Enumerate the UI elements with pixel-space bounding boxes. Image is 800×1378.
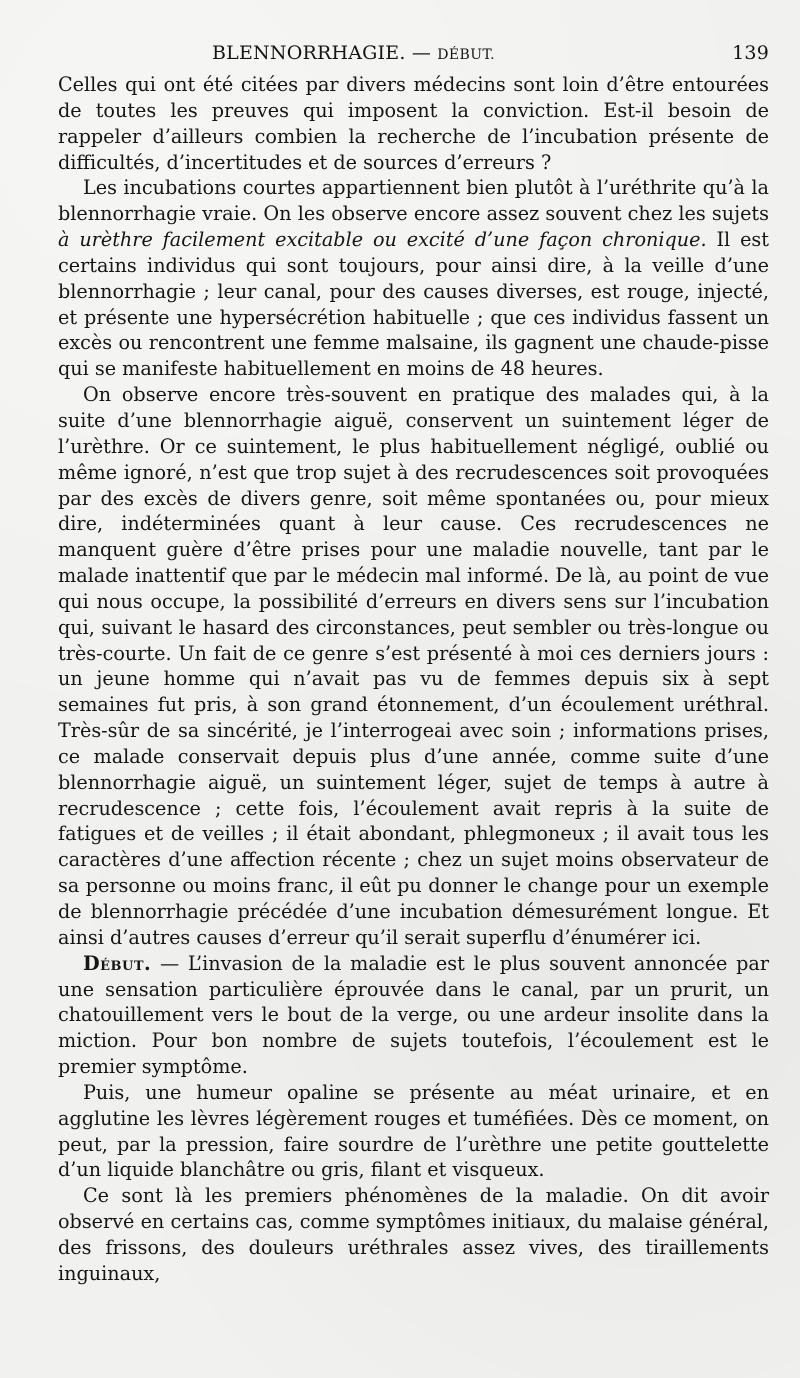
- paragraph-1-text: Celles qui ont été citées par divers médecins sont loin d’être entourées de toutes les preuves qui imposent la conviction. Est-il besoin de rappeler d’ailleurs combien la recherche de l’incubation présente de difficultés, d’incertitudes et de sources d’erreurs ?: [58, 73, 769, 174]
- running-header: [58, 40, 769, 72]
- paragraph-3: [58, 382, 769, 951]
- header-separator: —: [411, 42, 432, 64]
- paragraph-5: [58, 1080, 769, 1183]
- paragraph-2-text-after: Il est certains individus qui sont toujours, pour ainsi dire, à la veille d’une blennorrhagie ; leur canal, pour des causes diverses, est rouge, injecté, et présente une hypersécrétion habituelle ; que ces individus fassent un excès ou rencontrent une femme malsaine, ils gagnent une chaude-pisse qui se manifeste habituellement en moins de 48 heures.: [58, 228, 769, 381]
- paragraph-5-text: Puis, une humeur opaline se présente au méat urinaire, et en agglutine les lèvres légèrement rouges et tuméfiées. Dès ce moment, on peut, par la pression, faire sourdre de l’urèthre une petite gouttelette d’un liquide blanchâtre ou gris, filant et visqueux.: [58, 1080, 769, 1182]
- section-heading-debut: Début.: [83, 951, 152, 975]
- paragraph-2: [58, 175, 769, 382]
- paragraph-2-italic-text: à urèthre facilement excitable ou excité d’une façon chronique.: [58, 228, 707, 252]
- paragraph-2-text-before: Les incubations courtes appartiennent bien plutôt à l’uréthrite qu’à la blennorrhagie vraie. On les observe encore assez souvent chez les sujets: [58, 176, 769, 226]
- header-title: BLENNORRHAGIE.: [212, 42, 406, 64]
- header-subhead: DÉBUT.: [437, 47, 495, 63]
- paragraph-4-text: — L’invasion de la maladie est le plus souvent annoncée par une sensation particulière éprouvée dans le canal, par un prurit, un chatouillement vers le bout de la verge, ou une ardeur insolite dans la miction. Pour bon nombre de sujets toutefois, l’écoulement est le premier symptôme.: [58, 951, 769, 1079]
- paragraph-6: [58, 1183, 769, 1286]
- paragraph-3-text: On observe encore très-souvent en pratique des malades qui, à la suite d’une blennorrhagie aiguë, conservent un suintement léger de l’urèthre. Or ce suintement, le plus habituellement négligé, oublié ou même ignoré, n’est que trop sujet à des recrudescences soit provoquées par des excès de divers genre, soit même spontanées ou, pour mieux dire, indéterminées quant à leur cause. Ces recrudescences ne manquent guère d’être prises pour une maladie nouvelle, tant par le malade inattentif que par le médecin mal informé. De là, au point de vue qui nous occupe, la possibilité d’erreurs en divers sens sur l’incubation qui, suivant le hasard des circonstances, peut sembler ou très-longue ou très-courte. Un fait de ce genre s’est présenté à moi ces derniers jours : un jeune homme qui n’avait pas vu de femmes depuis six à sept semaines fut pris, à son grand étonnement, d’un écoulement uréthral. Très-sûr de sa sincérité, je l’interrogeai avec soin ; informations prises, ce malade conservait depuis plus d’une année, comme suite d’une blennorrhagie aiguë, un suintement léger, sujet de temps à autre à recrudescence ; cette fois, l’écoulement avait repris à la suite de fatigues et de veilles ; il était abondant, phlegmoneux ; il avait tous les caractères d’une affection récente ; chez un sujet moins observateur de sa personne ou moins franc, il eût pu donner le change pour un exemple de blennorrhagie précédée d’une incubation démesurément longue. Et ainsi d’autres causes d’erreur qu’il serait superflu d’énumérer ici.: [58, 383, 769, 949]
- running-title: [212, 42, 495, 64]
- page-number: 139: [732, 42, 769, 64]
- page-body: [58, 72, 769, 1287]
- paragraph-4: [58, 951, 769, 1080]
- paragraph-1: [58, 72, 769, 175]
- paragraph-6-text: Ce sont là les premiers phénomènes de la maladie. On dit avoir observé en certains cas, comme symptômes initiaux, du malaise général, des frissons, des douleurs uréthrales assez vives, des tiraillements inguinaux,: [58, 1184, 769, 1285]
